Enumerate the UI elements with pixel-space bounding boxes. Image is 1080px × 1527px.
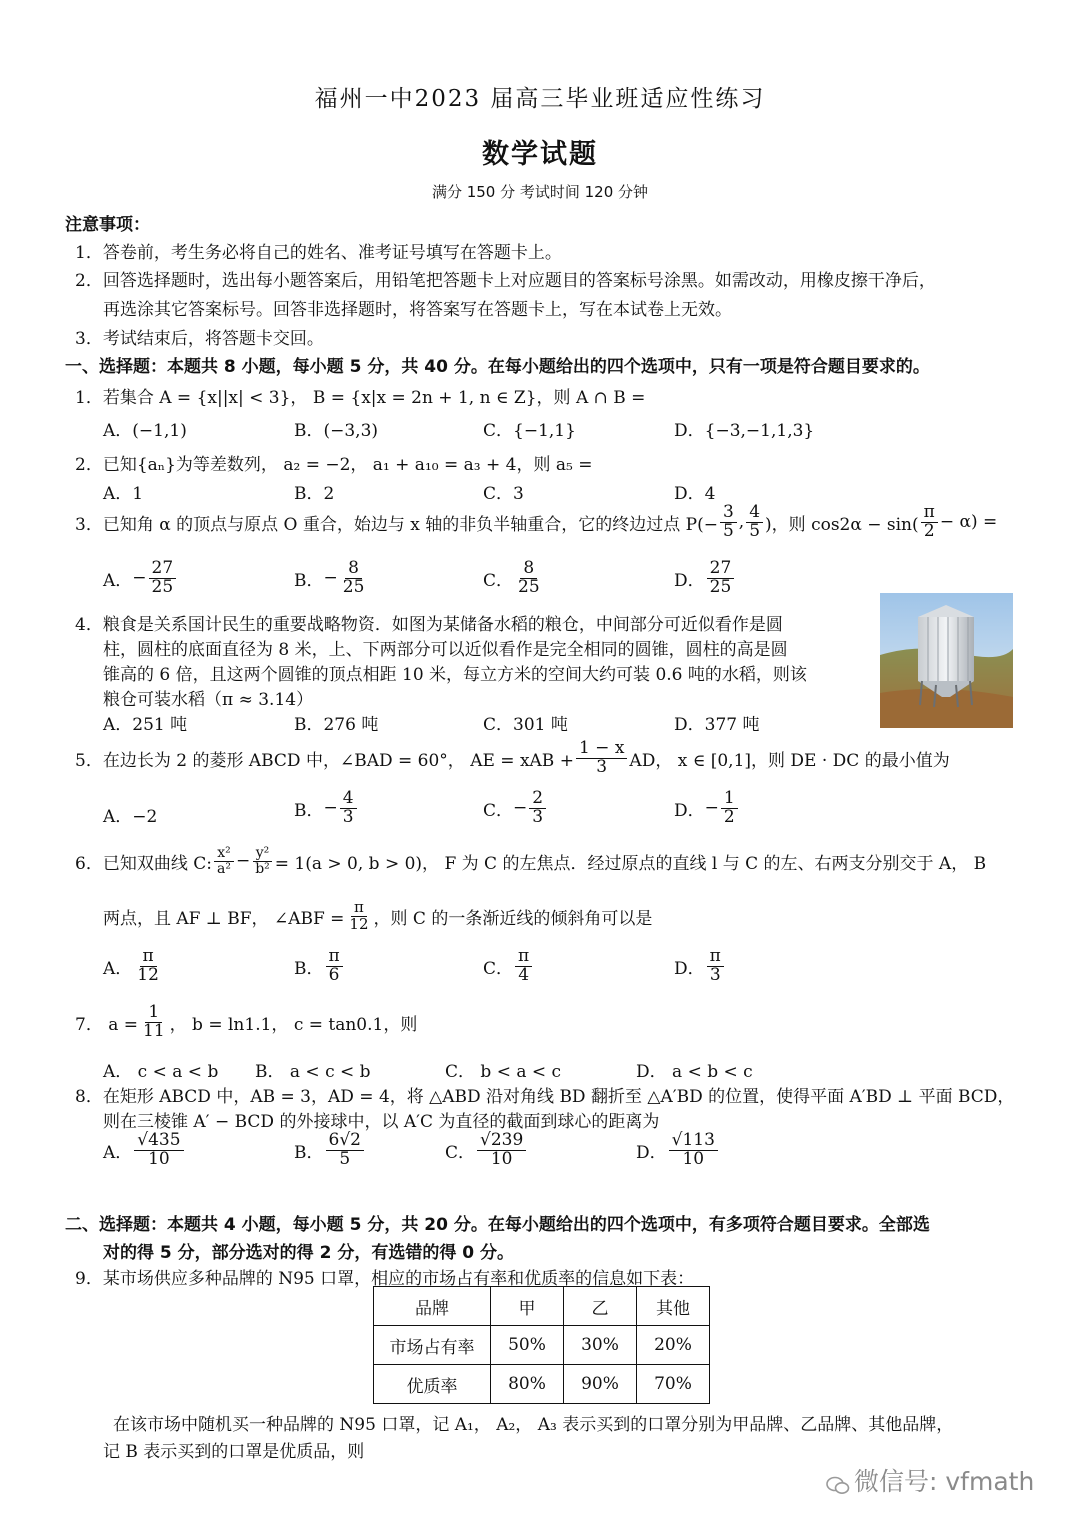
question-7-stem xyxy=(75,1004,417,1041)
fraction: $\frac{\pi}{2}$ xyxy=(921,504,938,541)
q3-stem-text: 3．已知角 α 的顶点与原点 O 重合，始边与 x 轴的非负半轴重合，它的终边过点 P(− xyxy=(75,514,718,535)
table-header-cell: 其他 xyxy=(637,1287,710,1326)
option-b[interactable]: B． $\frac{\pi}{6}$ xyxy=(294,948,345,985)
question-2-stem: 2．已知{aₙ}为等差数列， a₂ = −2， a₁ + a₁₀ = a₃ + 4，则 a₅ = xyxy=(75,455,593,475)
fraction: $\frac{\text{y²}}{\text{b²}}$ xyxy=(252,846,273,876)
q1-set-a: A = {x||x| < 3}， xyxy=(159,388,308,408)
question-4-line: 粮仓可装水稻（π ≈ 3.14） xyxy=(103,690,314,710)
section-heading: 二、选择题：本题共 4 小题，每小题 5 分，共 20 分。在每小题给出的四个选项中，有多项符合题目要求。全部选 xyxy=(65,1215,930,1235)
option-a[interactable]: A． $\frac{√435}{10}$ xyxy=(103,1132,186,1169)
option-c[interactable]: C． − $\frac{2}{3}$ xyxy=(483,790,548,827)
section-heading: 对的得 5 分，部分选对的得 2 分，有选错的得 0 分。 xyxy=(103,1243,514,1263)
option-d[interactable]: D． $\frac{√113}{10}$ xyxy=(636,1132,720,1169)
option-d[interactable]: D．4 xyxy=(674,484,716,504)
table-header-cell: 甲 xyxy=(491,1287,564,1326)
option-b[interactable]: B． a < c < b xyxy=(255,1062,371,1082)
notes-heading: 注意事项： xyxy=(65,215,150,235)
q3-stem-text: )，则 cos2α − sin( xyxy=(765,514,919,535)
question-1-stem xyxy=(75,383,645,408)
option-a[interactable]: A．1 xyxy=(103,484,144,504)
q5-stem-text: 5．在边长为 2 的菱形 ABCD 中，∠BAD = 60°， AE = xAB + xyxy=(75,750,574,771)
table-cell: 50% xyxy=(491,1326,564,1365)
table-header-row xyxy=(374,1287,710,1326)
option-b[interactable]: B．(−3,3) xyxy=(294,421,379,441)
q6-stem-text: 两点，且 AF ⊥ BF， ∠ABF = xyxy=(103,908,345,929)
exam-title: 福州一中2023 届高三毕业班适应性练习 xyxy=(314,86,766,112)
option-b[interactable]: B．2 xyxy=(294,484,335,504)
table-cell: 优质率 xyxy=(374,1365,491,1404)
option-c[interactable]: C． $\frac{8}{25}$ xyxy=(483,558,540,597)
option-b[interactable]: B．276 吨 xyxy=(294,715,379,735)
watermark-text: 微信号: vfmath xyxy=(854,1467,1035,1496)
q1-set-b: B = {x|x = 2n + 1, n ∈ Z}，则 A ∩ B = xyxy=(312,388,646,408)
q1-stem-text: 1．若集合 xyxy=(75,388,160,408)
question-4-line: 柱，圆柱的底面直径为 8 米，上、下两部分可以近似看作是完全相同的圆锥，圆柱的高是圆 xyxy=(103,640,788,660)
note-item: 再选涂其它答案标号。回答非选择题时，将答案写在答题卡上，写在本试卷上无效。 xyxy=(103,300,732,320)
fraction: $\frac{\pi}{12}$ xyxy=(349,898,369,933)
q6-stem-text: ，则 C 的一条渐近线的倾斜角可以是 xyxy=(373,908,653,929)
table-cell: 80% xyxy=(491,1365,564,1404)
note-item: 2．回答选择题时，选出每小题答案后，用铅笔把答题卡上对应题目的答案标号涂黑。如需改动，用橡皮擦干净后， xyxy=(75,271,936,291)
grain-silo-photo xyxy=(880,593,1013,728)
table-row xyxy=(374,1326,710,1365)
q7-stem-text: ， b = ln1.1， c = tan0.1，则 xyxy=(169,1014,418,1035)
subject-title: 数学试题 xyxy=(482,139,598,170)
table-header-cell: 乙 xyxy=(564,1287,637,1326)
option-a[interactable]: A．(−1,1) xyxy=(103,421,187,441)
option-c[interactable]: C． b < a < c xyxy=(445,1062,562,1082)
q7-stem-text: 7． a = xyxy=(75,1014,139,1035)
wechat-icon xyxy=(826,1473,850,1493)
option-a[interactable]: A． $\frac{\pi}{12}$ xyxy=(103,946,159,985)
table-cell: 30% xyxy=(564,1326,637,1365)
question-5-stem xyxy=(75,740,950,777)
option-d[interactable]: D． $\frac{\pi}{3}$ xyxy=(674,948,726,985)
section-heading: 一、选择题：本题共 8 小题，每小题 5 分，共 40 分。在每小题给出的四个选项中，只有一项是符合题目要求的。 xyxy=(65,357,930,377)
table-cell: 市场占有率 xyxy=(374,1326,491,1365)
q6-stem-text: = 1(a > 0, b > 0)， F 为 C 的左焦点．经过原点的直线 l 与 C 的左、右两支分别交于 A， B xyxy=(274,853,987,874)
question-8-line: 8．在矩形 ABCD 中，AB = 3，AD = 4，将 △ABD 沿对角线 BD 翻折至 △A′BD 的位置，使得平面 A′BD ⊥ 平面 BCD， xyxy=(75,1087,1015,1107)
table-cell: 20% xyxy=(637,1326,710,1365)
option-b[interactable]: B． − $\frac{8}{25}$ xyxy=(294,558,365,597)
option-a[interactable]: A．251 吨 xyxy=(103,715,188,735)
question-9-text: 在该市场中随机买一种品牌的 N95 口罩，记 A₁， A₂， A₃ 表示买到的口罩分别为甲品牌、乙品牌、其他品牌， xyxy=(113,1415,954,1435)
exam-meta: 满分 150 分 考试时间 120 分钟 xyxy=(431,183,649,201)
question-3-stem: 3．已知角 α 的顶点与原点 O 重合，始边与 x 轴的非负半轴重合，它的终边过点 P(− $\frac{3}{5}$ , $\frac{4}{5}$ )，则 cos2α − sin( $\frac{\pi}{2}$ − α) = xyxy=(75,502,998,541)
table-header-cell: 品牌 xyxy=(374,1287,491,1326)
question-6-stem-cont xyxy=(103,900,652,933)
q5-stem-text: AD， x ∈ [0,1]，则 DE · DC 的最小值为 xyxy=(629,750,950,771)
question-4-line: 锥高的 6 倍，且这两个圆锥的顶点相距 10 米，每立方米的空间大约可装 0.6 吨的水稻，则该 xyxy=(103,665,807,685)
option-c[interactable]: C． $\frac{√239}{10}$ xyxy=(445,1132,528,1169)
market-table xyxy=(373,1286,710,1404)
note-item: 1．答卷前，考生务必将自己的姓名、准考证号填写在答题卡上。 xyxy=(75,243,562,263)
option-d[interactable]: D． − $\frac{1}{2}$ xyxy=(674,790,740,827)
table-cell: 70% xyxy=(637,1365,710,1404)
question-6-stem: 6．已知双曲线 C: $\frac{\text{x²}}{\text{a²}}$ − $\frac{\text{y²}}{\text{b²}}$ = 1(a > 0, b > 0)， F 为 C 的左焦点．经过原点的直线 l 与 C 的左、右两支分别交于 A， B xyxy=(75,845,987,877)
option-c[interactable]: C．301 吨 xyxy=(483,715,568,735)
option-c[interactable]: C．3 xyxy=(483,484,524,504)
option-c[interactable]: C． $\frac{\pi}{4}$ xyxy=(483,948,534,985)
table-row xyxy=(374,1365,710,1404)
option-a[interactable]: A． c < a < b xyxy=(103,1062,219,1082)
option-b[interactable]: B． − $\frac{4}{3}$ xyxy=(294,790,359,827)
q6-stem-text: 6．已知双曲线 C: xyxy=(75,853,212,874)
question-9-text: 记 B 表示买到的口罩是优质品，则 xyxy=(103,1442,365,1462)
fraction: $\frac{4}{5}$ xyxy=(746,504,763,541)
option-a[interactable]: A． − $\frac{27}{25}$ xyxy=(103,560,178,597)
question-9-stem: 9．某市场供应多种品牌的 N95 口罩，相应的市场占有率和优质率的信息如下表： xyxy=(75,1269,695,1289)
fraction: $\frac{3}{5}$ xyxy=(720,504,737,541)
option-b[interactable]: B． $\frac{6√2}{5}$ xyxy=(294,1132,366,1169)
option-d[interactable]: D．377 吨 xyxy=(674,715,760,735)
question-4-line: 4．粮食是关系国计民生的重要战略物资．如图为某储备水稻的粮仓，中间部分可近似看作是圆 xyxy=(75,615,783,635)
option-d[interactable]: D．{−3,−1,1,3} xyxy=(674,421,815,441)
q3-stem-text: − α) = xyxy=(939,512,998,533)
option-a[interactable]: A．−2 xyxy=(103,807,158,827)
fraction: $\frac{1 - x}{3}$ xyxy=(576,740,627,777)
note-item: 3．考试结束后，将答题卡交回。 xyxy=(75,329,324,349)
fraction: $\frac{\text{x²}}{\text{a²}}$ xyxy=(214,846,234,876)
option-c[interactable]: C．{−1,1} xyxy=(483,421,576,441)
option-d[interactable]: D． a < b < c xyxy=(636,1062,753,1082)
option-d[interactable]: D． $\frac{27}{25}$ xyxy=(674,560,736,597)
question-8-line: 则在三棱锥 A′ − BCD 的外接球中，以 A′C 为直径的截面到球心的距离为 xyxy=(103,1112,660,1132)
wechat-watermark xyxy=(826,1462,1034,1498)
fraction: $\frac{1}{11}$ xyxy=(143,1002,165,1041)
table-cell: 90% xyxy=(564,1365,637,1404)
